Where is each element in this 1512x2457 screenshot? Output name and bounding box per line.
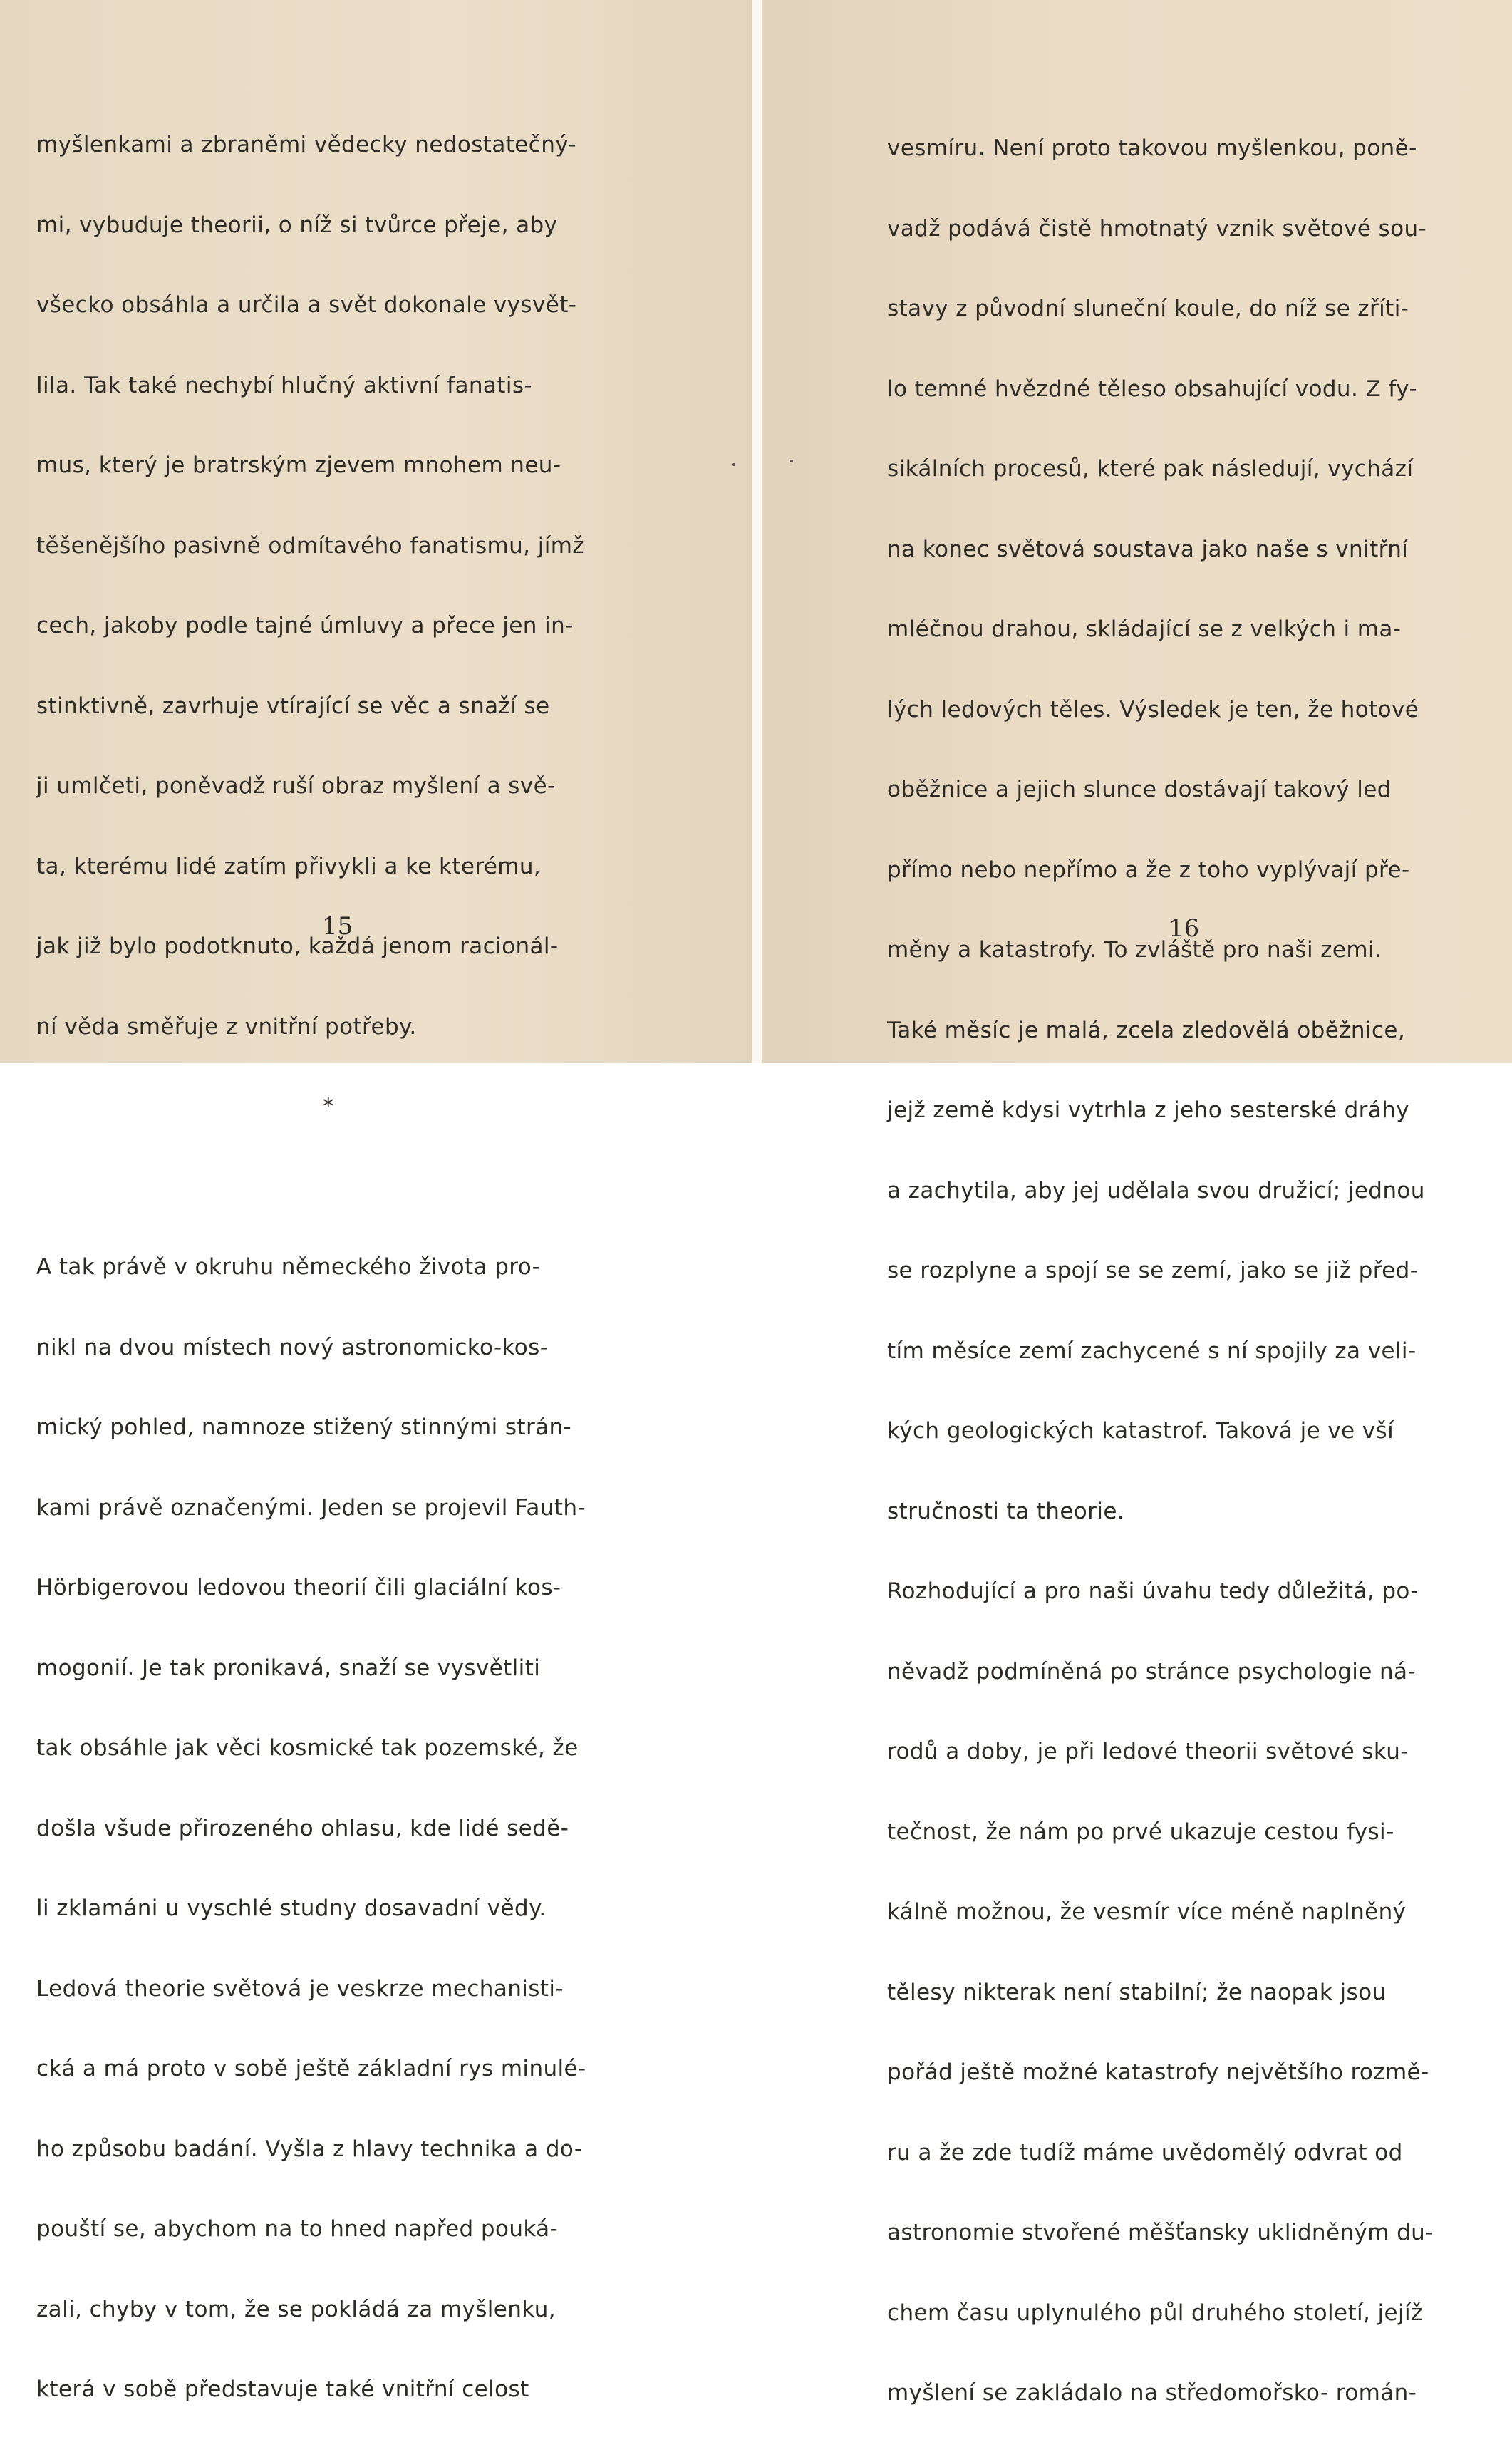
page-number-left: 15: [322, 912, 353, 941]
text-line: lo temné hvězdné těleso obsahující vodu. Z fy-: [887, 376, 1417, 402]
text-line: na konec světová soustava jako naše s vnitřní: [887, 536, 1409, 562]
text-line: tak obsáhle jak věci kosmické tak pozemské, že: [36, 1735, 579, 1761]
text-line: stručnosti ta theorie.: [887, 1498, 1125, 1524]
text-line: zali, chyby v tom, že se pokládá za myšlenku,: [36, 2296, 556, 2322]
text-line: mus, který je bratrským zjevem mnohem neu-: [36, 452, 561, 478]
scan-bottom-edge: [0, 1063, 1512, 1070]
text-line: chem času uplynulého půl druhého století, jejíž: [887, 2300, 1423, 2326]
text-line: myšlení se zakládalo na středomořsko- román-: [887, 2380, 1417, 2406]
text-line: lých ledových těles. Výsledek je ten, že hotové: [887, 696, 1419, 723]
text-line: astronomie stvořené měšťansky uklidněným du-: [887, 2220, 1434, 2245]
text-line: ho způsobu badání. Vyšla z hlavy technika a do-: [36, 2136, 583, 2162]
text-line: jak již bylo podotknuto, každá jenom racionál-: [36, 933, 559, 959]
text-line: Hörbigerovou ledovou theorií čili glaciální kos-: [36, 1575, 561, 1600]
text-line: tím měsíce zemí zachycené s ní spojily za veli-: [887, 1338, 1417, 1364]
text-line: sikálních procesů, které pak následují, vychází: [887, 456, 1414, 482]
text-line: těšenějšího pasivně odmítavého fanatismu, jímž: [36, 532, 584, 559]
text-line: ta, kterému lidé zatím přivykli a ke kterému,: [36, 853, 542, 879]
text-line: mogonií. Je tak pronikavá, snaží se vysvětliti: [36, 1655, 541, 1681]
text-line: tečnost, že nám po prvé ukazuje cestou fysi-: [887, 1819, 1394, 1845]
text-line: ru a že zde tudíž máme uvědomělý odvrat od: [887, 2139, 1403, 2166]
text-line: lila. Tak také nechybí hlučný aktivní fanatis-: [36, 372, 533, 398]
right-page-text: [887, 82, 1434, 2433]
text-line: došla všude přirozeného ohlasu, kde lidé sedě-: [36, 1815, 569, 1841]
text-line: tělesy nikterak není stabilní; že naopak jsou: [887, 1979, 1387, 2005]
book-gutter: [752, 0, 762, 1070]
left-page: [0, 0, 752, 2402]
text-line: vadž podává čistě hmotnatý vznik světové sou-: [887, 215, 1427, 242]
text-line: myšlenkami a zbraněmi vědecky nedostatečný-: [36, 132, 577, 157]
text-line: všecko obsáhla a určila a svět dokonale vysvět-: [36, 292, 577, 318]
text-line: Také měsíc je malá, zcela zledovělá oběžnice,: [887, 1017, 1406, 1043]
text-line: A tak právě v okruhu německého života pro-: [36, 1254, 541, 1280]
text-line: mléčnou drahou, skládající se z velkých i ma-: [887, 616, 1402, 642]
text-line: nikl na dvou místech nový astronomicko-kos-: [36, 1334, 549, 1360]
text-line: stavy z původní sluneční koule, do níž se zříti-: [887, 296, 1409, 321]
text-line: mi, vybuduje theorii, o níž si tvůrce přeje, aby: [36, 212, 558, 238]
text-line: ji umlčeti, poněvadž ruší obraz myšlení a svě-: [36, 773, 556, 799]
text-line: něvadž podmíněná po stránce psychologie ná-: [887, 1658, 1417, 1685]
text-line: se rozplyne a spojí se se zemí, jako se již před-: [887, 1258, 1419, 1283]
text-line: pouští se, abychom na to hned napřed pouká-: [36, 2216, 559, 2242]
paper-speck: [790, 460, 793, 462]
text-line: li zklamáni u vyschlé studny dosavadní vědy.: [36, 1895, 547, 1921]
text-line: která v sobě představuje také vnitřní celost: [36, 2376, 529, 2402]
left-page-text: [36, 78, 586, 2457]
text-line: mický pohled, namnoze stižený stinnými strán-: [36, 1414, 572, 1440]
text-line: přímo nebo nepřímo a že z toho vyplývají pře-: [887, 857, 1410, 883]
text-line: rodů a doby, je při ledové theorii světové sku-: [887, 1739, 1409, 1764]
text-line: Rozhodující a pro naši úvahu tedy důležitá, po-: [887, 1578, 1419, 1604]
text-line: kých geologických katastrof. Taková je ve vší: [887, 1418, 1394, 1444]
text-line: cká a má proto v sobě ještě základní rys minulé-: [36, 2056, 586, 2081]
text-line: cech, jakoby podle tajné úmluvy a přece jen in-: [36, 613, 574, 638]
blank-line: [36, 1174, 586, 1201]
text-line: vesmíru. Není proto takovou myšlenkou, poně-: [887, 135, 1417, 161]
text-line: stinktivně, zavrhuje vtírající se věc a snaží se: [36, 693, 550, 719]
text-line: měny a katastrofy. To zvláště pro naši zemi.: [887, 937, 1382, 963]
text-line: ní věda směřuje z vnitřní potřeby.: [36, 1013, 417, 1040]
text-line: jejž země kdysi vytrhla z jeho sesterské dráhy: [887, 1097, 1410, 1123]
page-number-right: 16: [1169, 914, 1200, 943]
text-line: Ledová theorie světová je veskrze mechanisti-: [36, 1975, 564, 2002]
text-line: kami právě označenými. Jeden se projevil Fauth-: [36, 1494, 586, 1521]
text-line: pořád ještě možné katastrofy největšího rozmě-: [887, 2059, 1429, 2085]
text-line: kálně možnou, že vesmír více méně naplněný: [887, 1899, 1407, 1925]
text-line: oběžnice a jejich slunce dostávají takový led: [887, 777, 1392, 802]
section-separator-asterisk: *: [323, 1094, 334, 1119]
paper-speck: [732, 463, 735, 466]
text-line: a zachytila, aby jej udělala svou družicí; jednou: [887, 1177, 1425, 1204]
